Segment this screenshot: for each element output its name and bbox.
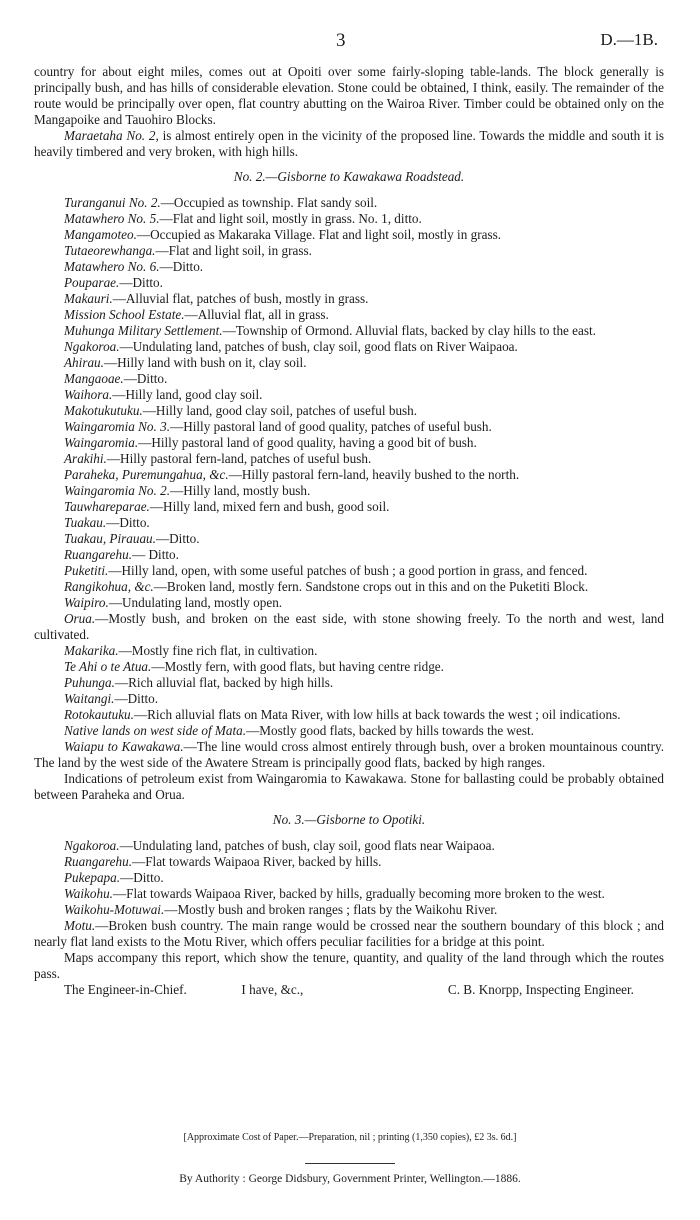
block-name: Waikohu-Motuwai. [64, 902, 165, 917]
block-name: Rotokautuku. [64, 707, 134, 722]
block-description: —Hilly pastoral fern-land, heavily bushed to the north. [228, 467, 520, 482]
block-name: Maraetaha No. 2, [64, 128, 159, 143]
block-entry [34, 227, 664, 243]
block-name: Turanganui No. 2. [64, 195, 161, 210]
block-name: Ruangarehu. [64, 547, 133, 562]
block-description: —Mostly bush and broken ranges ; flats by the Waikohu River. [164, 902, 498, 917]
cost-note: [Approximate Cost of Paper.—Preparation, nil ; printing (1,350 copies), £2 3s. 6d.] [183, 1132, 517, 1143]
block-description: —Hilly pastoral land of good quality, having a good bit of bush. [138, 435, 477, 450]
block-description: —Undulating land, mostly open. [108, 595, 283, 610]
block-entry [34, 723, 664, 739]
block-description: —Occupied as Makaraka Village. Flat and light soil, mostly in grass. [136, 227, 502, 242]
block-description: —Hilly land with bush on it, clay soil. [103, 355, 307, 370]
block-description: —Hilly land, mostly bush. [170, 483, 311, 498]
section-2-entries [34, 195, 664, 771]
block-entry [34, 259, 664, 275]
block-description: —Flat towards Waipaoa River, backed by hills, gradually becoming more broken to the west. [112, 886, 605, 901]
block-name: Tuakau, Pirauau. [64, 531, 156, 546]
block-description: —Mostly good flats, backed by hills towards the west. [246, 723, 534, 738]
block-description: —Rich alluvial flats on Mata River, with low hills at back towards the west ; oil indications. [133, 707, 621, 722]
block-name: Muhunga Military Settlement. [64, 323, 223, 338]
block-description: —Undulating land, patches of bush, clay soil, good flats near Waipaoa. [119, 838, 495, 853]
block-name: Puhunga. [64, 675, 115, 690]
block-name: Paraheka, Puremungahua, &c. [64, 467, 229, 482]
block-name: Waitangi. [64, 691, 115, 706]
block-description: —The line would cross almost entirely through bush, over a broken mountainous country. The land by the west side of the Awatere Stream is principally good flats, backed by high ranges. [34, 739, 664, 770]
block-entry [34, 643, 664, 659]
block-name: Ngakoroa. [64, 339, 120, 354]
block-name: Orua. [64, 611, 96, 626]
block-name: Ngakoroa. [64, 838, 120, 853]
block-entry [34, 886, 664, 902]
divider-rule [305, 1163, 395, 1164]
block-entry [34, 371, 664, 387]
block-entry [34, 659, 664, 675]
block-name: Tutaeorewhanga. [64, 243, 156, 258]
block-name: Pouparae. [64, 275, 120, 290]
block-description: —Ditto. [120, 870, 164, 885]
block-description: —Hilly land, good clay soil. [112, 387, 263, 402]
block-name: Tuakau. [64, 515, 107, 530]
block-name: Mangaoae. [64, 371, 124, 386]
block-name: Motu. [64, 918, 96, 933]
printer-authority: By Authority : George Didsbury, Government Printer, Wellington.—1886. [179, 1173, 521, 1185]
block-entry [34, 435, 664, 451]
block-entry [34, 403, 664, 419]
addressee: The Engineer-in-Chief. [64, 982, 187, 997]
block-entry [34, 854, 664, 870]
block-description: —Hilly land, mixed fern and bush, good soil. [149, 499, 390, 514]
block-name: Matawhero No. 5. [64, 211, 160, 226]
section-3-entries [34, 838, 664, 950]
section-heading-2: No. 2.—Gisborne to Kawakawa Roadstead. [233, 169, 465, 184]
block-name: Arakihi. [64, 451, 107, 466]
block-entry [34, 355, 664, 371]
block-name: Waingaromia No. 2. [64, 483, 171, 498]
block-entry [34, 531, 664, 547]
block-entry [34, 611, 664, 643]
block-description: —Ditto. [159, 259, 204, 274]
block-entry [34, 275, 664, 291]
block-description: — Ditto. [132, 547, 179, 562]
block-entry [34, 707, 664, 723]
block-name: Makotukutuku. [64, 403, 143, 418]
block-entry [34, 419, 664, 435]
block-description: —Ditto. [114, 691, 159, 706]
section-heading-3: No. 3.—Gisborne to Opotiki. [272, 812, 426, 827]
block-description: —Undulating land, patches of bush, clay soil, good flats on River Waipaoa. [119, 339, 518, 354]
section-3-closing: Maps accompany this report, which show the tenure, quantity, and quality of the land through which the routes pass. [34, 950, 664, 981]
block-entry [34, 499, 664, 515]
block-description: —Hilly pastoral fern-land, patches of useful bush. [106, 451, 372, 466]
block-name: Waipiro. [64, 595, 109, 610]
block-description: —Mostly fine rich flat, in cultivation. [118, 643, 318, 658]
block-description: is almost entirely open in the vicinity of the proposed line. Towards the middle and south it is heavily timbered and very broken, with high hills. [34, 128, 664, 159]
block-entry [34, 323, 664, 339]
document-reference: D.—1B. [600, 30, 658, 49]
block-description: —Hilly land, open, with some useful patches of bush ; a good portion in grass, and fenced. [108, 563, 588, 578]
block-description: —Occupied as township. Flat sandy soil. [160, 195, 378, 210]
block-description: —Alluvial flat, all in grass. [184, 307, 329, 322]
block-description: —Ditto. [106, 515, 150, 530]
block-description: —Alluvial flat, patches of bush, mostly in grass. [112, 291, 369, 306]
block-entry [34, 467, 664, 483]
opening-paragraph: country for about eight miles, comes out at Opoiti over some fairly-sloping table-lands. The block generally is principally bush, and has hills of considerable elevation. Stone could be obtained, I think, easily. The remainder of the route would be principally over open, flat country abutting on the Wairoa River. Timber could be obtained only on the Mangapoike and Tauohiro Blocks. [34, 64, 664, 127]
block-description: —Broken bush country. The main range would be crossed near the southern boundary of this block ; and nearly flat land exists to the Motu River, which offers peculiar facilities for a bridge at this point. [34, 918, 664, 949]
signature-block [34, 982, 664, 998]
signatory: C. B. Knorpp, Inspecting Engineer. [447, 982, 634, 997]
block-name: Makarika. [64, 643, 119, 658]
block-entry [34, 579, 664, 595]
block-name: Te Ahi o te Atua. [64, 659, 152, 674]
block-description: —Rich alluvial flat, backed by high hills. [114, 675, 334, 690]
report-body [34, 64, 664, 998]
block-entry [34, 483, 664, 499]
block-name: Waikohu. [64, 886, 113, 901]
block-entry [34, 339, 664, 355]
block-entry [34, 739, 664, 771]
block-name: Rangikohua, &c. [64, 579, 154, 594]
block-description: —Mostly fern, with good flats, but having centre ridge. [151, 659, 444, 674]
block-name: Makauri. [64, 291, 113, 306]
block-entry [34, 387, 664, 403]
block-description: —Flat towards Waipaoa River, backed by hills. [132, 854, 382, 869]
block-entry [34, 563, 664, 579]
block-description: —Hilly pastoral land of good quality, patches of useful bush. [170, 419, 492, 434]
block-description: —Township of Ormond. Alluvial flats, backed by clay hills to the east. [222, 323, 596, 338]
block-name: Puketiti. [64, 563, 109, 578]
block-entry [34, 195, 664, 211]
block-name: Native lands on west side of Mata. [64, 723, 247, 738]
block-description: —Mostly bush, and broken on the east side, with stone showing freely. To the north and west, land cultivated. [34, 611, 664, 642]
block-entry [34, 675, 664, 691]
block-description: —Broken land, mostly fern. Sandstone crops out in this and on the Puketiti Block. [153, 579, 589, 594]
block-name: Mangamoteo. [64, 227, 137, 242]
block-entry [34, 547, 664, 563]
section-2-closing: Indications of petroleum exist from Waingaromia to Kawakawa. Stone for ballasting could be probably obtained between Paraheka and Orua. [34, 771, 664, 802]
salutation: I have, &c., [241, 982, 304, 997]
block-name: Waiapu to Kawakawa. [64, 739, 184, 754]
block-entry [34, 902, 664, 918]
block-description: —Ditto. [123, 371, 168, 386]
block-entry [34, 451, 664, 467]
block-name: Ahirau. [64, 355, 104, 370]
block-name: Mission School Estate. [64, 307, 185, 322]
block-entry [34, 838, 664, 854]
block-description: —Hilly land, good clay soil, patches of useful bush. [142, 403, 418, 418]
block-description: —Ditto. [155, 531, 200, 546]
block-name: Tauwhareparae. [64, 499, 150, 514]
block-name: Pukepapa. [64, 870, 121, 885]
page-header [0, 30, 700, 54]
maraetaha-entry [34, 128, 664, 160]
page-number: 3 [336, 30, 346, 51]
block-entry [34, 307, 664, 323]
block-entry [34, 515, 664, 531]
block-name: Waingaromia. [64, 435, 139, 450]
block-name: Ruangarehu. [64, 854, 133, 869]
block-name: Waingaromia No. 3. [64, 419, 171, 434]
block-entry [34, 291, 664, 307]
block-entry [34, 870, 664, 886]
block-name: Waihora. [64, 387, 113, 402]
block-description: —Flat and light soil, in grass. [155, 243, 312, 258]
block-description: —Flat and light soil, mostly in grass. No. 1, ditto. [159, 211, 422, 226]
block-description: —Ditto. [119, 275, 163, 290]
block-entry [34, 691, 664, 707]
block-name: Matawhero No. 6. [64, 259, 160, 274]
block-entry [34, 595, 664, 611]
block-entry [34, 243, 664, 259]
block-entry [34, 211, 664, 227]
block-entry [34, 918, 664, 950]
